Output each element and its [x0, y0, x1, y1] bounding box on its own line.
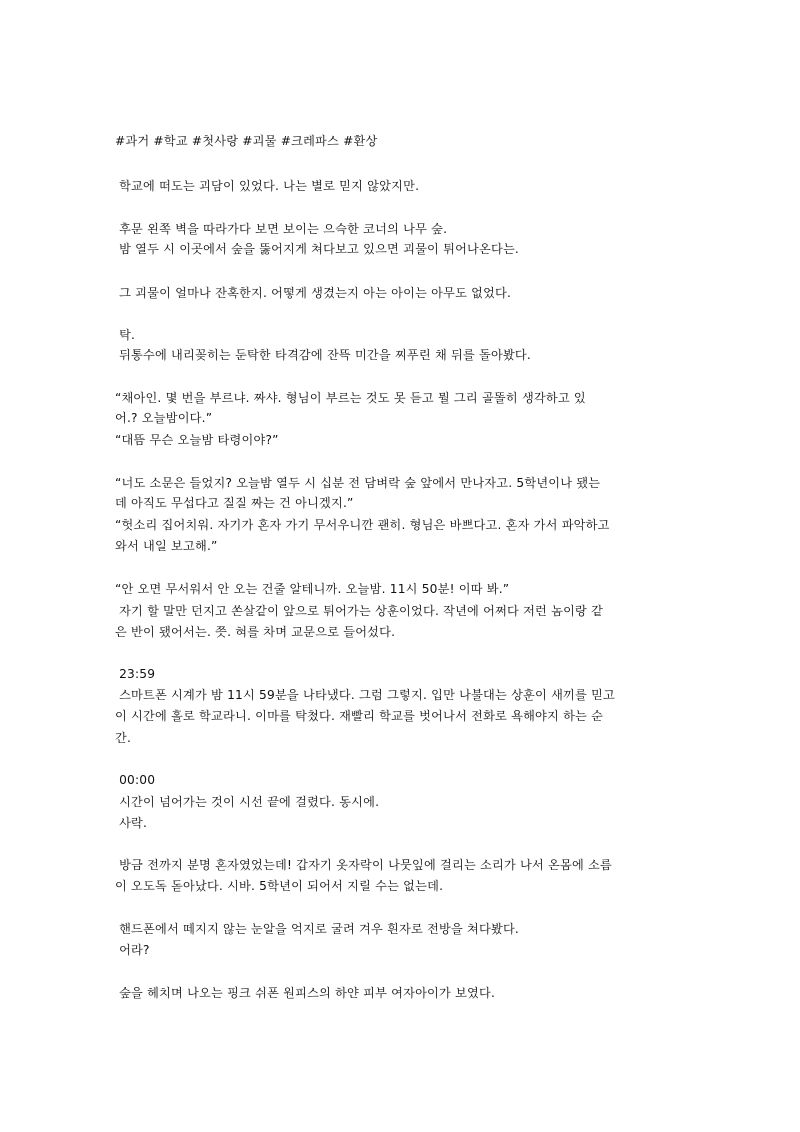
text-line: “너도 소문은 들었지? 오늘밤 열두 시 십분 전 담벼락 숲 앞에서 만나자고. 5학년이나 됐는: [115, 476, 601, 490]
text-line: “대뜸 무슨 오늘밤 타령이야?”: [115, 433, 279, 447]
text-line: “안 오면 무서워서 안 오는 건줄 알테니까. 오늘밤. 11시 50분! 이따 봐.”: [115, 582, 510, 596]
text-line: “채아인. 몇 번을 부르냐. 짜샤. 형님이 부르는 것도 못 듣고 뭘 그리 골똘히 생각하고 있: [115, 391, 586, 405]
text-line: 이 시간에 홀로 학교라니. 이마를 탁쳤다. 재빨리 학교를 벗어나서 전화로 욕해야지 하는 순: [115, 709, 604, 723]
text-line: 그 괴물이 얼마나 잔혹한지. 어떻게 생겼는지 아는 아이는 아무도 없었다.: [115, 286, 512, 300]
text-line: 시간이 넘어가는 것이 시선 끝에 걸렸다. 동시에.: [115, 795, 380, 809]
text-line: 이 오도독 돋아났다. 시바. 5학년이 되어서 지릴 수는 없는데.: [115, 879, 444, 893]
text-line: 데 아직도 무섭다고 질질 짜는 건 아니겠지.”: [115, 496, 354, 510]
text-line: 후문 왼쪽 벽을 따라가다 보면 보이는 으슥한 코너의 나무 숲.: [115, 222, 448, 236]
text-line: 와서 내일 보고해.”: [115, 539, 218, 553]
text-line: 은 반이 됐어서는. 쯧. 혀를 차며 교문으로 들어섰다.: [115, 625, 396, 639]
text-line: “헛소리 집어치워. 자기가 혼자 가기 무서우니깐 괜히. 형님은 바쁘다고. 혼자 가서 파악하고: [115, 518, 610, 532]
text-line: 어.? 오늘밤이다.”: [115, 411, 213, 425]
text-line: 학교에 떠도는 괴담이 있었다. 나는 별로 믿지 않았지만.: [115, 179, 420, 193]
text-line: 뒤통수에 내리꽂히는 둔탁한 타격감에 잔뜩 미간을 찌푸린 채 뒤를 돌아봤다.: [115, 348, 531, 362]
hashtags: #과거 #학교 #첫사랑 #괴물 #크레파스 #환상: [115, 134, 378, 148]
text-line: 방금 전까지 분명 혼자였었는데! 갑자기 옷자락이 나뭇잎에 걸리는 소리가 나서 온몸에 소름: [115, 858, 612, 872]
text-line: 스마트폰 시계가 밤 11시 59분을 나타냈다. 그럼 그렇지. 입만 나불대는 상훈이 새끼를 믿고: [115, 688, 616, 702]
text-line: 자기 할 말만 던지고 쏜살같이 앞으로 튀어가는 상훈이었다. 작년에 어쩌다 저런 놈이랑 같: [115, 604, 604, 618]
text-line: 밤 열두 시 이곳에서 숲을 뚫어지게 쳐다보고 있으면 괴물이 튀어나온다는.: [115, 242, 520, 256]
text-line: 00:00: [115, 773, 156, 787]
text-line: 간.: [115, 731, 132, 745]
text-line: 어라?: [115, 943, 150, 957]
text-line: 숲을 헤치며 나오는 핑크 쉬폰 원피스의 하얀 피부 여자아이가 보였다.: [115, 986, 496, 1000]
text-line: 핸드폰에서 떼지지 않는 눈알을 억지로 굴려 겨우 흰자로 전방을 쳐다봤다.: [115, 922, 520, 936]
text-line: 23:59: [115, 667, 156, 681]
text-line: 사락.: [115, 816, 148, 830]
text-line: 탁.: [115, 328, 136, 342]
